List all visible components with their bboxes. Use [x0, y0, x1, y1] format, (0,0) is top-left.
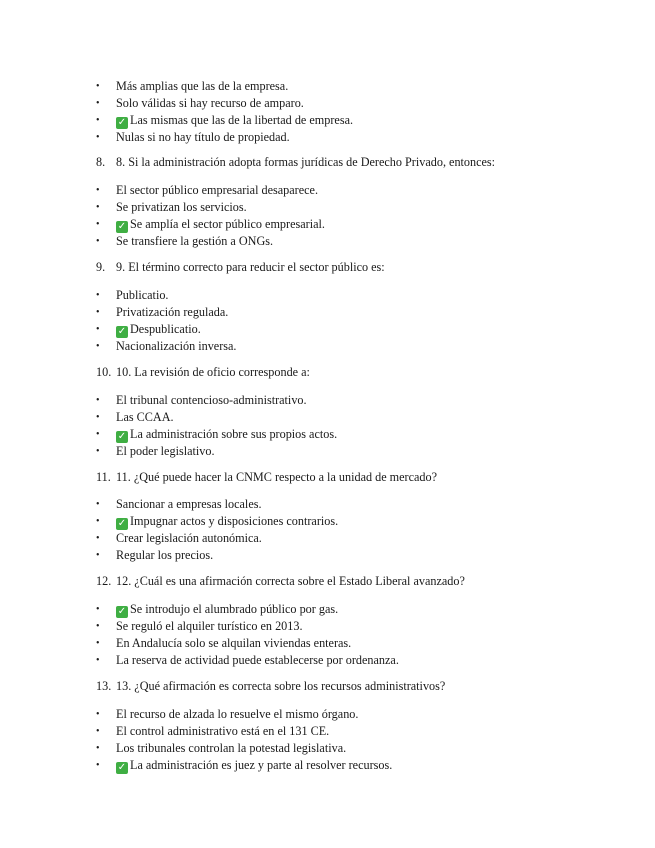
option-text: La administración es juez y parte al resolver recursos.	[130, 758, 393, 772]
option-item	[96, 409, 616, 426]
q8-options	[96, 182, 616, 250]
question-number: 8.	[96, 155, 106, 169]
q9-options	[96, 287, 616, 355]
option-text: El control administrativo está en el 131 CE.	[116, 724, 330, 738]
bullet-icon: •	[96, 132, 100, 143]
option-item	[96, 635, 616, 652]
option-item	[96, 547, 616, 564]
option-text: El sector público empresarial desaparece.	[116, 183, 319, 197]
bullet-icon: •	[96, 655, 100, 666]
option-item	[96, 182, 616, 199]
question-number: 12.	[96, 574, 112, 588]
check-mark-icon: ✓	[117, 762, 127, 773]
check-mark-icon: ✓	[117, 518, 127, 529]
option-item	[96, 530, 616, 547]
correct-option	[96, 321, 616, 338]
question-number: 11.	[96, 470, 111, 484]
option-text: Las CCAA.	[116, 410, 174, 424]
option-item	[96, 304, 616, 321]
correct-option	[96, 757, 616, 774]
bullet-icon: •	[96, 726, 100, 737]
option-text: Se reguló el alquiler turístico en 2013.	[116, 619, 303, 633]
correct-option	[96, 513, 616, 530]
bullet-icon: •	[96, 709, 100, 720]
q11-options	[96, 496, 616, 564]
option-item	[96, 706, 616, 723]
question-number: 9.	[96, 260, 106, 274]
bullet-icon: •	[96, 115, 100, 126]
option-item	[96, 287, 616, 304]
bullet-icon: •	[96, 202, 100, 213]
option-item	[96, 129, 616, 146]
question-12	[96, 573, 636, 590]
q10-options	[96, 392, 616, 460]
bullet-icon: •	[96, 290, 100, 301]
option-text: Se introdujo el alumbrado público por gas.	[130, 602, 339, 616]
option-item	[96, 338, 616, 355]
option-text: Los tribunales controlan la potestad legislativa.	[116, 741, 347, 755]
option-text: El poder legislativo.	[116, 444, 215, 458]
bullet-icon: •	[96, 760, 100, 771]
q13-options	[96, 706, 616, 774]
question-10	[96, 364, 636, 381]
bullet-icon: •	[96, 533, 100, 544]
bullet-icon: •	[96, 219, 100, 230]
option-item	[96, 652, 616, 669]
correct-option	[96, 112, 616, 129]
option-text: Privatización regulada.	[116, 305, 229, 319]
option-text: Se amplía el sector público empresarial.	[130, 217, 325, 231]
option-item	[96, 618, 616, 635]
question-text: 13. ¿Qué afirmación es correcta sobre los recursos administrativos?	[116, 679, 446, 693]
option-text: Solo válidas si hay recurso de amparo.	[116, 96, 304, 110]
check-mark-icon: ✓	[117, 326, 127, 337]
option-item	[96, 233, 616, 250]
option-text: Se transfiere la gestión a ONGs.	[116, 234, 274, 248]
option-text: Las mismas que las de la libertad de empresa.	[130, 113, 354, 127]
check-mark-icon: ✓	[117, 606, 127, 617]
option-text: La reserva de actividad puede establecerse por ordenanza.	[116, 653, 399, 667]
check-mark-icon: ✓	[117, 221, 127, 232]
option-text: Nacionalización inversa.	[116, 339, 237, 353]
correct-option	[96, 426, 616, 443]
question-text: 9. El término correcto para reducir el sector público es:	[116, 260, 385, 274]
bullet-icon: •	[96, 185, 100, 196]
correct-option	[96, 216, 616, 233]
option-item	[96, 95, 616, 112]
bullet-icon: •	[96, 81, 100, 92]
option-text: Despublicatio.	[130, 322, 201, 336]
question-9	[96, 259, 636, 276]
bullet-icon: •	[96, 516, 100, 527]
bullet-icon: •	[96, 307, 100, 318]
q12-options	[96, 601, 616, 669]
question-8	[96, 154, 636, 171]
check-mark-icon: ✓	[117, 431, 127, 442]
question-text: 12. ¿Cuál es una afirmación correcta sobre el Estado Liberal avanzado?	[116, 574, 465, 588]
option-item	[96, 78, 616, 95]
bullet-icon: •	[96, 412, 100, 423]
bullet-icon: •	[96, 341, 100, 352]
question-11	[96, 469, 636, 486]
question-text: 11. ¿Qué puede hacer la CNMC respecto a la unidad de mercado?	[116, 470, 438, 484]
option-text: La administración sobre sus propios actos.	[130, 427, 338, 441]
option-text: Publicatio.	[116, 288, 169, 302]
bullet-icon: •	[96, 236, 100, 247]
check-mark-icon: ✓	[117, 117, 127, 128]
bullet-icon: •	[96, 638, 100, 649]
bullet-icon: •	[96, 324, 100, 335]
option-text: En Andalucía solo se alquilan viviendas enteras.	[116, 636, 352, 650]
option-text: Más amplias que las de la empresa.	[116, 79, 289, 93]
option-text: Impugnar actos y disposiciones contrarios.	[130, 514, 339, 528]
bullet-icon: •	[96, 499, 100, 510]
option-item	[96, 199, 616, 216]
option-item	[96, 443, 616, 460]
bullet-icon: •	[96, 743, 100, 754]
question-number: 13.	[96, 679, 112, 693]
correct-option	[96, 601, 616, 618]
option-item	[96, 496, 616, 513]
option-text: Crear legislación autonómica.	[116, 531, 262, 545]
option-text: Regular los precios.	[116, 548, 214, 562]
question-text: 10. La revisión de oficio corresponde a:	[116, 365, 310, 379]
option-text: El recurso de alzada lo resuelve el mismo órgano.	[116, 707, 359, 721]
option-item	[96, 392, 616, 409]
option-text: El tribunal contencioso-administrativo.	[116, 393, 307, 407]
bullet-icon: •	[96, 446, 100, 457]
bullet-icon: •	[96, 550, 100, 561]
bullet-icon: •	[96, 395, 100, 406]
option-item	[96, 723, 616, 740]
question-text: 8. Si la administración adopta formas jurídicas de Derecho Privado, entonces:	[116, 155, 496, 169]
option-text: Nulas si no hay título de propiedad.	[116, 130, 290, 144]
bullet-icon: •	[96, 604, 100, 615]
question-number: 10.	[96, 365, 112, 379]
bullet-icon: •	[96, 621, 100, 632]
bullet-icon: •	[96, 98, 100, 109]
q7-options	[96, 78, 616, 146]
option-text: Sancionar a empresas locales.	[116, 497, 262, 511]
question-13	[96, 678, 636, 695]
option-text: Se privatizan los servicios.	[116, 200, 247, 214]
bullet-icon: •	[96, 429, 100, 440]
option-item	[96, 740, 616, 757]
